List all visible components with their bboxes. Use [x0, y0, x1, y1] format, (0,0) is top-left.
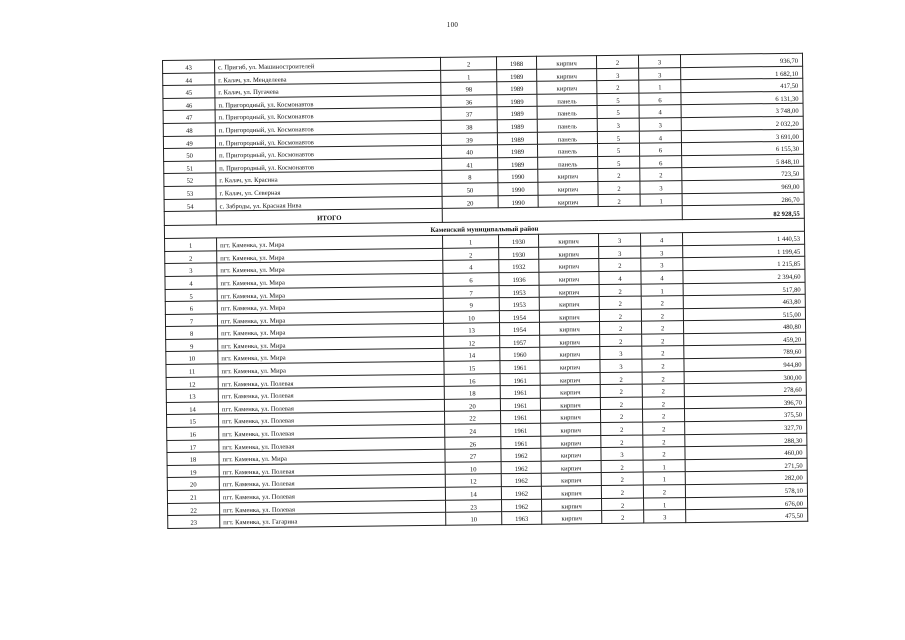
- address-cell: пгт. Каменка, ул. Мира: [219, 450, 445, 465]
- floors-cell: 5: [597, 93, 639, 106]
- house-number-cell: 10: [443, 310, 499, 323]
- area-cell: 475,50: [686, 508, 808, 522]
- house-number-cell: 6: [443, 273, 499, 286]
- material-cell: кирпич: [538, 194, 598, 207]
- area-cell: 6 131,30: [681, 91, 803, 105]
- house-number-cell: 41: [442, 157, 498, 170]
- floors-cell: 2: [601, 498, 643, 511]
- row-number: 52: [164, 173, 216, 186]
- area-cell: 6 155,30: [681, 141, 803, 155]
- address-cell: п. Пригородный, ул. Космонавтов: [215, 108, 441, 123]
- row-number: 11: [166, 364, 218, 377]
- area-cell: 282,00: [685, 471, 807, 485]
- entrances-cell: 3: [639, 118, 681, 131]
- area-cell: 517,80: [683, 282, 805, 296]
- entrances-cell: 2: [642, 346, 684, 359]
- entrances-cell: 2: [641, 308, 683, 321]
- row-number: 15: [167, 414, 219, 427]
- address-cell: г. Калач, ул. Пугачева: [215, 83, 441, 98]
- entrances-cell: 4: [639, 105, 681, 118]
- house-number-cell: 22: [445, 411, 501, 424]
- area-cell: 460,00: [685, 445, 807, 459]
- entrances-cell: 4: [639, 130, 681, 143]
- entrances-cell: 2: [643, 485, 685, 498]
- house-number-cell: 15: [444, 361, 500, 374]
- material-cell: кирпич: [540, 347, 600, 360]
- row-number: 8: [166, 326, 218, 339]
- entrances-cell: 2: [642, 409, 684, 422]
- house-number-cell: 39: [441, 132, 497, 145]
- house-number-cell: 38: [441, 120, 497, 133]
- row-number: 13: [166, 389, 218, 402]
- area-cell: 300,00: [684, 370, 806, 384]
- address-cell: пгт. Каменка, ул. Мира: [217, 261, 443, 276]
- address-cell: с. Пригиб, ул. Машиностроителей: [215, 57, 441, 72]
- year-cell: 1961: [501, 423, 541, 436]
- floors-cell: 2: [599, 296, 641, 309]
- floors-cell: 5: [598, 156, 640, 169]
- row-number: 51: [164, 161, 216, 174]
- address-cell: пгт. Каменка, ул. Мира: [217, 286, 443, 301]
- floors-cell: 3: [599, 246, 641, 259]
- row-number: 19: [167, 465, 219, 478]
- address-cell: пгт. Каменка, ул. Мира: [218, 336, 444, 351]
- floors-cell: 2: [601, 435, 643, 448]
- address-cell: пгт. Каменка, ул. Мира: [217, 311, 443, 326]
- house-number-cell: 26: [445, 436, 501, 449]
- area-cell: 1 215,85: [683, 257, 805, 271]
- year-cell: 1930: [499, 247, 539, 260]
- house-number-cell: 10: [446, 512, 502, 525]
- row-number: 3: [165, 263, 217, 276]
- row-number: 44: [163, 72, 215, 85]
- material-cell: кирпич: [537, 68, 597, 81]
- area-cell: 3 748,00: [681, 104, 803, 118]
- area-cell: 723,50: [682, 167, 804, 181]
- house-number-cell: 13: [444, 323, 500, 336]
- house-number-cell: 2: [440, 57, 496, 70]
- address-cell: пгт. Каменка, ул. Гагарина: [220, 512, 446, 527]
- row-number: 4: [165, 276, 217, 289]
- year-cell: 1961: [500, 398, 540, 411]
- table-body-bottom: [165, 231, 808, 528]
- address-cell: пгт. Каменка, ул. Полевая: [218, 399, 444, 414]
- floors-cell: 2: [600, 334, 642, 347]
- house-number-cell: 27: [445, 449, 501, 462]
- row-number: 16: [167, 427, 219, 440]
- material-cell: кирпич: [541, 410, 601, 423]
- year-cell: 1988: [496, 56, 536, 69]
- material-cell: кирпич: [539, 259, 599, 272]
- floors-cell: 4: [599, 271, 641, 284]
- area-cell: 327,70: [685, 420, 807, 434]
- row-number: 46: [163, 98, 215, 111]
- housing-table-sheet: [162, 53, 807, 529]
- floors-cell: 2: [596, 55, 638, 68]
- address-cell: г. Калач, ул. Северная: [216, 183, 442, 198]
- house-number-cell: 50: [442, 183, 498, 196]
- row-number: 9: [166, 339, 218, 352]
- area-cell: 969,00: [682, 179, 804, 193]
- row-number: 53: [164, 186, 216, 199]
- area-cell: 944,80: [684, 357, 806, 371]
- entrances-cell: 2: [641, 321, 683, 334]
- area-cell: 5 848,10: [682, 154, 804, 168]
- address-cell: пгт. Каменка, ул. Мира: [217, 248, 443, 263]
- entrances-cell: 1: [643, 497, 685, 510]
- section-title: Каменский муниципальный район: [164, 218, 804, 238]
- row-number: 50: [164, 148, 216, 161]
- entrances-cell: 2: [643, 447, 685, 460]
- address-cell: п. Пригородный, ул. Космонавтов: [215, 133, 441, 148]
- housing-table: [162, 53, 808, 529]
- house-number-cell: 14: [445, 487, 501, 500]
- house-number-cell: 10: [445, 461, 501, 474]
- floors-cell: 2: [598, 168, 640, 181]
- material-cell: кирпич: [540, 397, 600, 410]
- row-number: 18: [167, 452, 219, 465]
- row-number: 7: [165, 314, 217, 327]
- address-cell: пгт. Каменка, ул. Мира: [217, 298, 443, 313]
- area-cell: 2 394,60: [683, 269, 805, 283]
- area-cell: 480,80: [683, 319, 805, 333]
- year-cell: 1961: [500, 360, 540, 373]
- house-number-cell: 20: [442, 195, 498, 208]
- floors-cell: 3: [597, 68, 639, 81]
- material-cell: кирпич: [537, 81, 597, 94]
- house-number-cell: 18: [444, 386, 500, 399]
- house-number-cell: 20: [444, 399, 500, 412]
- entrances-cell: 3: [641, 258, 683, 271]
- material-cell: кирпич: [539, 234, 599, 247]
- area-cell: 375,50: [684, 408, 806, 422]
- year-cell: 1961: [500, 373, 540, 386]
- house-number-cell: 1: [441, 69, 497, 82]
- area-cell: 1 440,53: [682, 231, 804, 245]
- address-cell: пгт. Каменка, ул. Полевая: [220, 500, 446, 515]
- entrances-cell: 2: [643, 434, 685, 447]
- page-number: 100: [446, 21, 459, 29]
- year-cell: 1930: [499, 234, 539, 247]
- year-cell: 1989: [497, 132, 537, 145]
- material-cell: кирпич: [540, 385, 600, 398]
- address-cell: пгт. Каменка, ул. Полевая: [219, 412, 445, 427]
- floors-cell: 2: [600, 372, 642, 385]
- material-cell: кирпич: [536, 56, 596, 69]
- total-label: ИТОГО: [216, 208, 442, 225]
- house-number-cell: 14: [444, 348, 500, 361]
- entrances-cell: 1: [643, 459, 685, 472]
- year-cell: 1953: [499, 285, 539, 298]
- address-cell: пгт. Каменка, ул. Мира: [218, 361, 444, 376]
- address-cell: пгт. Каменка, ул. Мира: [217, 235, 443, 250]
- area-cell: 2 032,20: [681, 116, 803, 130]
- address-cell: пгт. Каменка, ул. Полевая: [219, 475, 445, 490]
- address-cell: пгт. Каменка, ул. Полевая: [218, 374, 444, 389]
- material-cell: кирпич: [539, 297, 599, 310]
- total-value: 82 928,55: [682, 204, 804, 219]
- floors-cell: 3: [601, 447, 643, 460]
- row-number: 10: [166, 351, 218, 364]
- floors-cell: 2: [599, 258, 641, 271]
- floors-cell: 3: [600, 359, 642, 372]
- material-cell: кирпич: [540, 322, 600, 335]
- row-number: 6: [165, 301, 217, 314]
- row-number: 43: [163, 60, 215, 73]
- floors-cell: 5: [597, 131, 639, 144]
- entrances-cell: 1: [641, 283, 683, 296]
- material-cell: панель: [537, 106, 597, 119]
- address-cell: п. Пригородный, ул. Космонавтов: [216, 145, 442, 160]
- year-cell: 1989: [497, 81, 537, 94]
- material-cell: кирпич: [539, 271, 599, 284]
- entrances-cell: 2: [642, 384, 684, 397]
- floors-cell: 2: [601, 472, 643, 485]
- year-cell: 1962: [502, 499, 542, 512]
- house-number-cell: 16: [444, 373, 500, 386]
- floors-cell: 2: [602, 510, 644, 523]
- material-cell: панель: [537, 131, 597, 144]
- material-cell: кирпич: [542, 498, 602, 511]
- entrances-cell: 4: [641, 271, 683, 284]
- entrances-cell: 1: [643, 472, 685, 485]
- entrances-cell: 1: [639, 80, 681, 93]
- year-cell: 1954: [499, 310, 539, 323]
- house-number-cell: 36: [441, 94, 497, 107]
- material-cell: кирпич: [538, 169, 598, 182]
- address-cell: п. Пригородный, ул. Космонавтов: [215, 120, 441, 135]
- year-cell: 1990: [498, 182, 538, 195]
- address-cell: пгт. Каменка, ул. Полевая: [219, 462, 445, 477]
- address-cell: с. Заброды, ул. Красная Нива: [216, 196, 442, 211]
- entrances-cell: 2: [640, 168, 682, 181]
- material-cell: кирпич: [541, 460, 601, 473]
- material-cell: кирпич: [541, 435, 601, 448]
- area-cell: 417,50: [681, 78, 803, 92]
- area-cell: 1 682,10: [681, 66, 803, 80]
- address-cell: п. Пригородный, ул. Космонавтов: [215, 95, 441, 110]
- area-cell: 578,10: [685, 483, 807, 497]
- floors-cell: 2: [600, 410, 642, 423]
- entrances-cell: 4: [640, 233, 682, 246]
- year-cell: 1989: [497, 144, 537, 157]
- year-cell: 1961: [501, 411, 541, 424]
- house-number-cell: 24: [445, 424, 501, 437]
- row-number: 5: [165, 288, 217, 301]
- material-cell: кирпич: [539, 309, 599, 322]
- entrances-cell: 2: [642, 359, 684, 372]
- house-number-cell: 98: [441, 82, 497, 95]
- floors-cell: 3: [597, 118, 639, 131]
- area-cell: 463,80: [683, 294, 805, 308]
- address-cell: п. Пригородный, ул. Космонавтов: [216, 158, 442, 173]
- material-cell: кирпич: [539, 284, 599, 297]
- year-cell: 1989: [498, 157, 538, 170]
- floors-cell: 2: [597, 80, 639, 93]
- entrances-cell: 3: [640, 181, 682, 194]
- address-cell: пгт. Каменка, ул. Мира: [218, 349, 444, 364]
- area-cell: 271,50: [685, 458, 807, 472]
- year-cell: 1989: [497, 94, 537, 107]
- entrances-cell: 3: [641, 245, 683, 258]
- material-cell: панель: [538, 156, 598, 169]
- entrances-cell: 2: [643, 422, 685, 435]
- area-cell: 396,70: [684, 395, 806, 409]
- house-number-cell: 4: [443, 260, 499, 273]
- entrances-cell: 2: [642, 333, 684, 346]
- row-number: 17: [167, 440, 219, 453]
- year-cell: 1990: [498, 170, 538, 183]
- year-cell: 1962: [501, 474, 541, 487]
- entrances-cell: 6: [639, 92, 681, 105]
- entrances-cell: 2: [642, 371, 684, 384]
- area-cell: 515,00: [683, 307, 805, 321]
- house-number-cell: 40: [441, 145, 497, 158]
- entrances-cell: 3: [644, 510, 686, 523]
- row-number: 54: [164, 198, 216, 211]
- row-number: 14: [166, 402, 218, 415]
- year-cell: 1961: [500, 385, 540, 398]
- material-cell: кирпич: [538, 182, 598, 195]
- table-body-top: [163, 53, 805, 211]
- material-cell: кирпич: [542, 511, 602, 524]
- area-cell: 676,00: [685, 496, 807, 510]
- year-cell: 1989: [497, 107, 537, 120]
- year-cell: 1962: [501, 486, 541, 499]
- house-number-cell: 1: [443, 235, 499, 248]
- material-cell: кирпич: [540, 360, 600, 373]
- address-cell: пгт. Каменка, ул. Полевая: [219, 487, 445, 502]
- floors-cell: 2: [601, 422, 643, 435]
- material-cell: кирпич: [540, 372, 600, 385]
- floors-cell: 5: [597, 105, 639, 118]
- material-cell: кирпич: [541, 448, 601, 461]
- year-cell: 1989: [497, 119, 537, 132]
- row-number: 45: [163, 85, 215, 98]
- floors-cell: 2: [601, 460, 643, 473]
- entrances-cell: 3: [638, 55, 680, 68]
- row-number: 20: [167, 477, 219, 490]
- house-number-cell: 8: [442, 170, 498, 183]
- row-number: 48: [163, 123, 215, 136]
- year-cell: 1961: [501, 436, 541, 449]
- address-cell: пгт. Каменка, ул. Полевая: [219, 424, 445, 439]
- row-number: 49: [163, 135, 215, 148]
- house-number-cell: 9: [443, 298, 499, 311]
- entrances-cell: 6: [640, 155, 682, 168]
- material-cell: кирпич: [541, 423, 601, 436]
- address-cell: г. Калач, ул. Красина: [216, 171, 442, 186]
- area-cell: 278,60: [684, 382, 806, 396]
- year-cell: 1990: [498, 195, 538, 208]
- year-cell: 1953: [499, 297, 539, 310]
- floors-cell: 3: [598, 233, 640, 246]
- address-cell: г. Калач, ул. Менделеева: [215, 70, 441, 85]
- row-number: 12: [166, 377, 218, 390]
- floors-cell: 2: [598, 181, 640, 194]
- material-cell: панель: [537, 119, 597, 132]
- house-number-cell: 2: [443, 247, 499, 260]
- row-number: 22: [168, 502, 220, 515]
- entrances-cell: 2: [641, 296, 683, 309]
- row-number: 23: [168, 515, 220, 528]
- floors-cell: 2: [600, 384, 642, 397]
- year-cell: 1989: [497, 69, 537, 82]
- floors-cell: 2: [598, 194, 640, 207]
- row-number: 47: [163, 110, 215, 123]
- floors-cell: 2: [599, 309, 641, 322]
- entrances-cell: 2: [642, 396, 684, 409]
- house-number-cell: 12: [444, 336, 500, 349]
- row-number: 2: [165, 251, 217, 264]
- floors-cell: 2: [599, 321, 641, 334]
- year-cell: 1957: [500, 335, 540, 348]
- row-number: 21: [167, 490, 219, 503]
- address-cell: пгт. Каменка, ул. Полевая: [218, 387, 444, 402]
- year-cell: 1954: [500, 323, 540, 336]
- floors-cell: 5: [597, 143, 639, 156]
- house-number-cell: 7: [443, 285, 499, 298]
- entrances-cell: 3: [639, 67, 681, 80]
- row-number: 1: [165, 238, 217, 251]
- year-cell: 1936: [499, 272, 539, 285]
- floors-cell: 2: [600, 397, 642, 410]
- address-cell: пгт. Каменка, ул. Мира: [217, 273, 443, 288]
- house-number-cell: 37: [441, 107, 497, 120]
- area-cell: 286,70: [682, 192, 804, 206]
- area-cell: 789,60: [684, 345, 806, 359]
- address-cell: пгт. Каменка, ул. Мира: [218, 324, 444, 339]
- area-cell: 1 199,45: [683, 244, 805, 258]
- year-cell: 1932: [499, 260, 539, 273]
- year-cell: 1960: [500, 348, 540, 361]
- house-number-cell: 12: [445, 474, 501, 487]
- area-cell: 3 691,00: [681, 129, 803, 143]
- floors-cell: 2: [599, 284, 641, 297]
- year-cell: 1962: [501, 461, 541, 474]
- area-cell: 288,30: [685, 433, 807, 447]
- total-empty-cell: [164, 211, 216, 226]
- entrances-cell: 6: [639, 143, 681, 156]
- material-cell: кирпич: [539, 246, 599, 259]
- floors-cell: 3: [600, 347, 642, 360]
- year-cell: 1962: [501, 448, 541, 461]
- entrances-cell: 1: [640, 193, 682, 206]
- material-cell: кирпич: [541, 486, 601, 499]
- material-cell: панель: [537, 93, 597, 106]
- year-cell: 1963: [502, 511, 542, 524]
- material-cell: кирпич: [541, 473, 601, 486]
- address-cell: пгт. Каменка, ул. Полевая: [219, 437, 445, 452]
- area-cell: 936,70: [680, 53, 802, 67]
- material-cell: кирпич: [540, 334, 600, 347]
- floors-cell: 2: [601, 485, 643, 498]
- house-number-cell: 23: [446, 499, 502, 512]
- area-cell: 459,20: [684, 332, 806, 346]
- material-cell: панель: [537, 144, 597, 157]
